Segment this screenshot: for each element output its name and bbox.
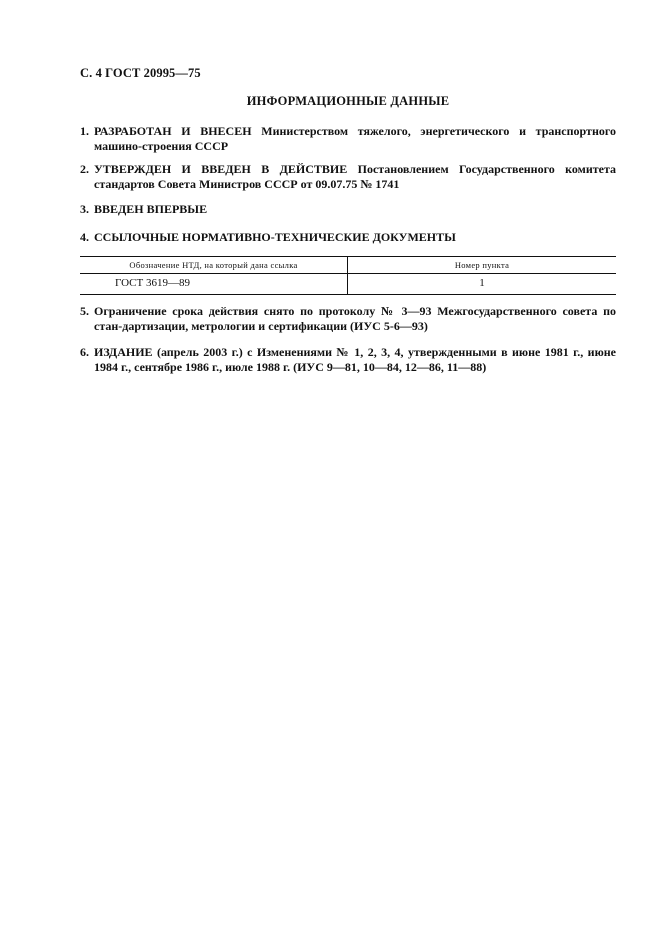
table-header-clause: Номер пункта bbox=[454, 260, 510, 270]
table-cell-clause: 1 bbox=[479, 277, 485, 289]
info-item-4 bbox=[80, 230, 616, 245]
item-number: 3. bbox=[80, 202, 89, 216]
item-number: 6. bbox=[80, 345, 89, 359]
info-item-5 bbox=[80, 304, 616, 334]
info-item-1 bbox=[80, 124, 616, 154]
item-lead: ССЫЛОЧНЫЕ НОРМАТИВНО-ТЕХНИЧЕСКИЕ ДОКУМЕНТЫ bbox=[94, 230, 456, 244]
item-text: Министерством тяжелого, энергетического и транспортного машино-строения СССР bbox=[94, 124, 617, 153]
item-number: 4. bbox=[80, 230, 89, 244]
info-item-3 bbox=[80, 202, 616, 217]
item-text: (апрель 2003 г.) с Изменениями № 1, 2, 3, 4, утвержденными в июне 1981 г., июне 1984 г., сентябре 1986 г., июле 1988 г. (ИУС 9—81, 10—84, 12—86, 11—88) bbox=[94, 345, 616, 374]
item-text: Постановлением Государственного комитета стандартов Совета Министров СССР от 09.07.75 № 1741 bbox=[94, 162, 616, 191]
item-number: 5. bbox=[80, 304, 89, 318]
item-text: Ограничение срока действия снято по протоколу № 3—93 Межгосударственного совета по стан-дартизации, метрологии и сертификации (ИУС 5-6—93) bbox=[94, 304, 616, 333]
table-header-divider bbox=[80, 273, 616, 274]
item-number: 2. bbox=[80, 162, 89, 176]
item-lead: УТВЕРЖДЕН И ВВЕДЕН В ДЕЙСТВИЕ bbox=[94, 162, 348, 176]
item-lead: ВВЕДЕН ВПЕРВЫЕ bbox=[94, 202, 208, 216]
table-cell-ntd: ГОСТ 3619—89 bbox=[115, 277, 190, 289]
info-item-2 bbox=[80, 162, 616, 192]
item-number: 1. bbox=[80, 124, 89, 138]
info-item-6 bbox=[80, 345, 616, 375]
page-header: С. 4 ГОСТ 20995—75 bbox=[80, 66, 201, 80]
section-title: ИНФОРМАЦИОННЫЕ ДАННЫЕ bbox=[246, 94, 450, 108]
reference-documents-table bbox=[80, 256, 616, 295]
table-header-ntd: Обозначение НТД, на который дана ссылка bbox=[129, 260, 298, 270]
item-lead: ИЗДАНИЕ bbox=[94, 345, 153, 359]
item-lead: РАЗРАБОТАН И ВНЕСЕН bbox=[94, 124, 252, 138]
